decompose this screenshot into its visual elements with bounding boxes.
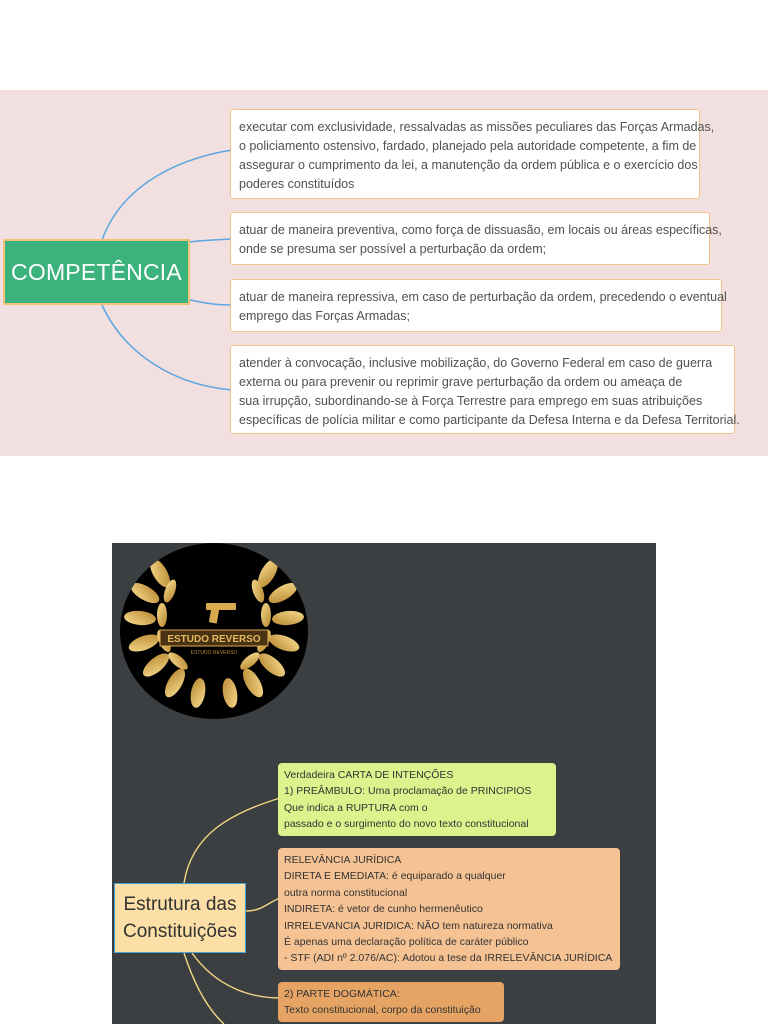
competencia-node-1[interactable] bbox=[230, 109, 715, 199]
node-text-line: passado e o surgimento do novo texto constitucional bbox=[284, 818, 529, 831]
estrutura-mindmap-panel bbox=[112, 543, 656, 1024]
competencia-node-4[interactable] bbox=[230, 345, 740, 434]
node-text-line: o policiamento ostensivo, fardado, planejado pela autoridade competente, a fim de bbox=[239, 139, 697, 153]
competencia-node-2[interactable] bbox=[230, 212, 722, 265]
node-text-line: atuar de maneira preventiva, como força de dissuasão, em locais ou áreas específicas, bbox=[239, 223, 722, 237]
estrutura-node-relevancia[interactable] bbox=[278, 848, 620, 970]
central-topic-line: Estrutura das bbox=[123, 894, 237, 915]
node-text-line: assegurar o cumprimento da lei, a manutenção da ordem pública e o exercício dos bbox=[239, 158, 698, 172]
central-topic-competencia[interactable]: COMPETÊNCIA bbox=[3, 239, 190, 305]
node-text-line: Verdadeira CARTA DE INTENÇÕES bbox=[284, 769, 454, 781]
estrutura-node-preambulo[interactable] bbox=[278, 763, 556, 836]
node-text-line: externa ou para prevenir ou reprimir grave perturbação da ordem ou ameaça de bbox=[239, 375, 683, 389]
node-text-line: INDIRETA: é vetor de cunho hermenêutico bbox=[284, 903, 483, 916]
logo-subtitle: ESTUDO REVERSO bbox=[190, 650, 238, 656]
node-text-line: executar com exclusividade, ressalvadas as missões peculiares das Forças Armadas, bbox=[239, 120, 715, 134]
node-text-line: poderes constituídos bbox=[239, 177, 355, 191]
node-text-line: IRRELEVANCIA JURIDICA: NÃO tem natureza normativa bbox=[284, 919, 553, 932]
central-topic-estrutura[interactable] bbox=[114, 883, 246, 953]
node-text-line: É apenas uma declaração política de caráter público bbox=[284, 936, 529, 949]
node-text-line: Texto constitucional, corpo da constituição bbox=[284, 1004, 481, 1017]
logo-title: ESTUDO REVERSO bbox=[167, 634, 261, 645]
central-topic-line: Constituições bbox=[122, 921, 238, 942]
node-text-line: atender à convocação, inclusive mobilização, do Governo Federal em caso de guerra bbox=[239, 356, 713, 370]
estrutura-node-parte-dogmatica[interactable] bbox=[278, 982, 504, 1022]
node-text-line: onde se presuma ser possível a perturbação da ordem; bbox=[239, 242, 547, 256]
node-text-line: 1) PREÂMBULO: Uma proclamação de PRINCIPIOS bbox=[284, 785, 532, 798]
node-text-line: 2) PARTE DOGMÁTICA: bbox=[284, 988, 400, 1000]
node-text-line: atuar de maneira repressiva, em caso de perturbação da ordem, precedendo o eventual bbox=[239, 290, 727, 304]
node-text-line: específicas de polícia militar e como participante da Defesa Interna e da Defesa Territorial. bbox=[239, 413, 740, 427]
node-text-line: outra norma constitucional bbox=[284, 886, 408, 899]
node-text-line: emprego das Forças Armadas; bbox=[239, 309, 410, 323]
node-text-line: - STF (ADI nº 2.076/AC): Adotou a tese da IRRELEVÂNCIA JURÍDICA bbox=[284, 952, 613, 965]
node-text-line: Que indica a RUPTURA com o bbox=[284, 801, 428, 814]
node-text-line: sua irrupção, subordinando-se à Força Terrestre para emprego em suas atribuições bbox=[239, 394, 703, 408]
node-text-line: RELEVÂNCIA JURÍDICA bbox=[284, 854, 402, 866]
node-text-line: DIRETA E EMEDIATA: é equiparado a qualquer bbox=[284, 870, 506, 883]
competencia-node-3[interactable] bbox=[230, 279, 727, 332]
